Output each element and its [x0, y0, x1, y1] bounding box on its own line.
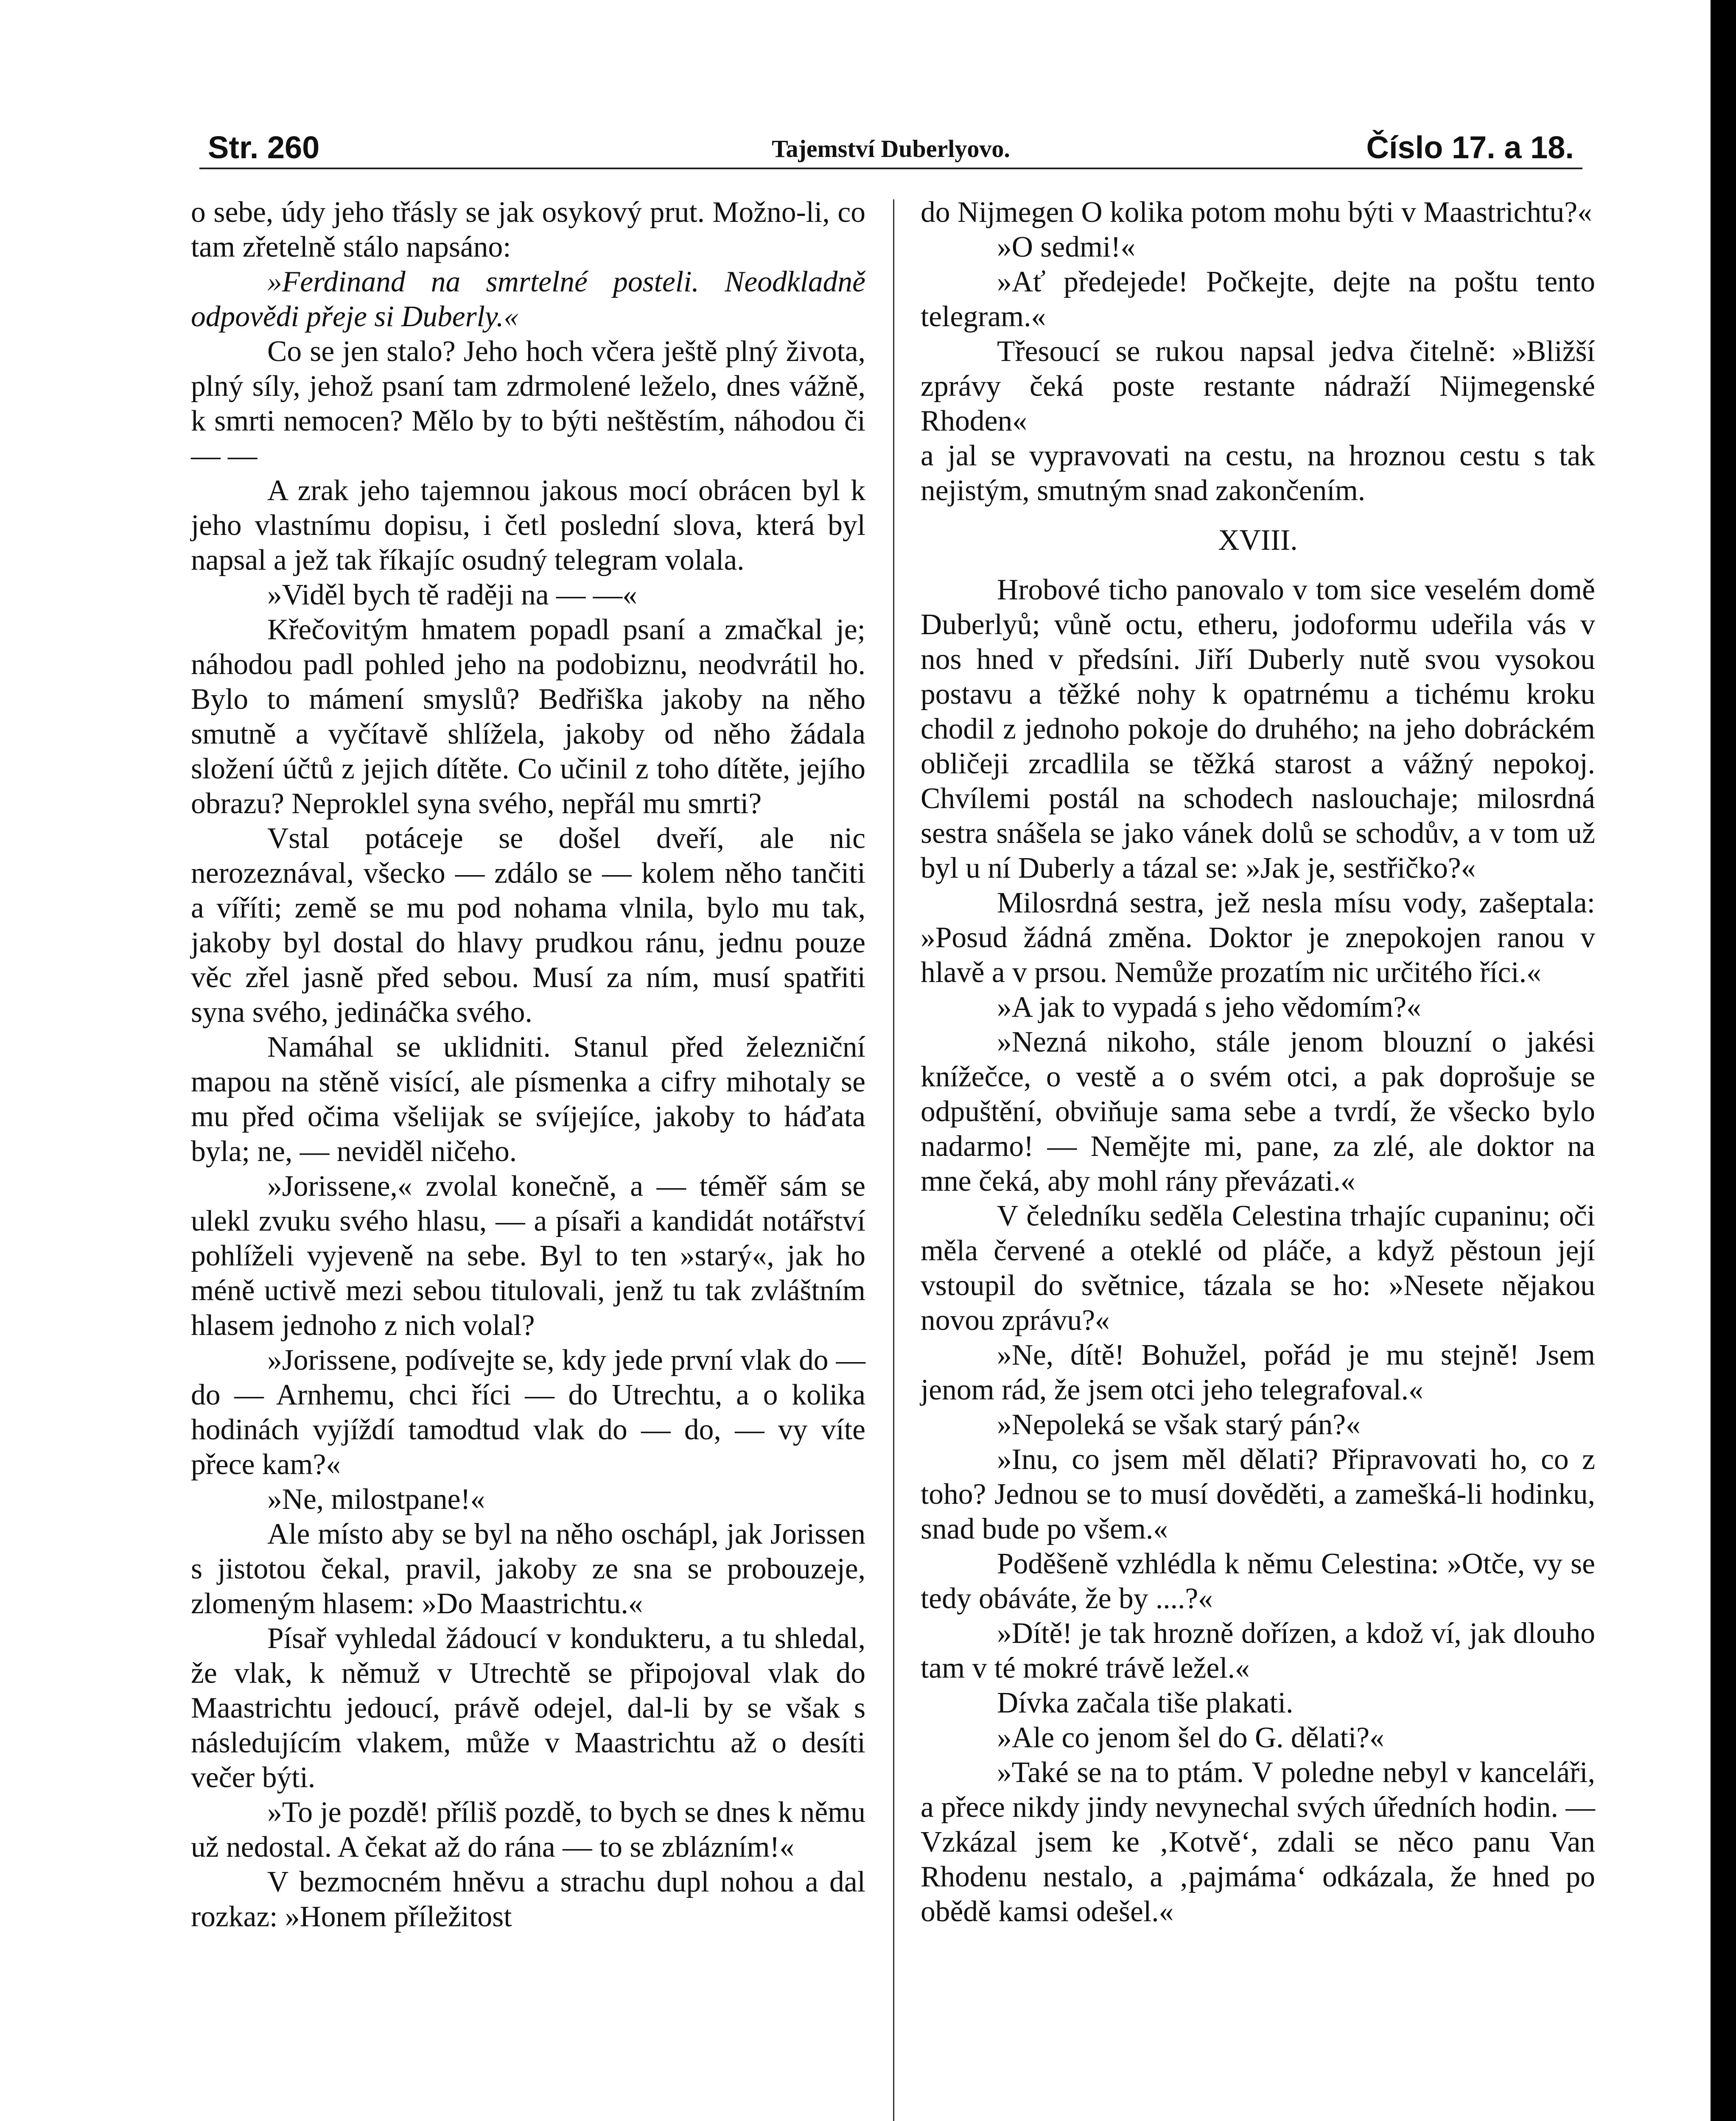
- paragraph: Hrobové ticho panovalo v tom sice veselém domě Duberlyů; vůně octu, etheru, jodoformu udeřila vás v nos hned v předsíni. Jiří Duberly nutě svou vysokou postavu a těžké nohy k opatrnému a tichému kroku chodil z jednoho pokoje do druhého; na jeho dobráckém obličeji zrcadlila se těžká starost a vážný nepokoj. Chvílemi postál na schodech naslouchaje; milosrdná sestra snášela se jako vánek dolů se schodův, a v tom už byl u ní Duberly a tázal se: »Jak je, sestřičko?«: [921, 574, 1595, 884]
- paragraph: Křečovitým hmatem popadl psaní a zmačkal je; náhodou padl pohled jeho na podobiznu, neodvrátil ho. Bylo to mámení smyslů? Bedřiška jakoby na něho smutně a vyčítavě shlížela, jakoby od něho žádala složení účtů z jejich dítěte. Co učinil z toho dítěte, jejího obrazu? Neproklel syna svého, nepřál mu smrti?: [191, 613, 865, 820]
- paragraph: V bezmocném hněvu a strachu dupl nohou a dal rozkaz: »Honem příležitost: [191, 1866, 865, 1933]
- paragraph: »Jorissene, podívejte se, kdy jede první vlak do — do — Arnhemu, chci říci — do Utrechtu, a o kolika hodinách vyjíždí tamodtud vlak do — do, — vy víte přece kam?«: [191, 1344, 865, 1481]
- page-header: [199, 121, 1582, 169]
- paragraph: V čeledníku seděla Celestina trhajíc cupaninu; oči měla červené a oteklé od pláče, a když pěstoun její vstoupil do světnice, tázala se ho: »Nesete nějakou novou zprávu?«: [921, 1200, 1595, 1337]
- paragraph: Poděšeně vzhlédla k němu Celestina: »Otče, vy se tedy obáváte, že by ....?«: [921, 1547, 1595, 1615]
- paragraph: »Ne, milostpane!«: [267, 1483, 485, 1516]
- paragraph: Vstal potáceje se došel dveří, ale nic nerozeznával, všecko — zdálo se — kolem něho tančiti a víříti; země se mu pod nohama vlnila, bylo mu tak, jakoby byl dostal do hlavy prudkou ránu, jednu pouze věc zřel jasně před sebou. Musí za ním, musí spatřiti syna svého, jedináčka svého.: [191, 822, 865, 1029]
- paragraph: Dívka začala tiše plakati.: [997, 1687, 1294, 1719]
- paragraph: A zrak jeho tajemnou jakous mocí obrácen byl k jeho vlastnímu dopisu, i četl poslední slova, která byl napsal a jež tak říkajíc osudný telegram volala.: [191, 474, 865, 576]
- left-column: [191, 195, 865, 1934]
- paragraph: a jal se vypravovati na cestu, na hroznou cestu s tak nejistým, smutným snad zakončením.: [921, 439, 1595, 507]
- page-number: Str. 260: [208, 130, 320, 165]
- issue-number: Číslo 17. a 18.: [1366, 130, 1574, 165]
- paragraph: »Také se na to ptám. V poledne nebyl v kanceláři, a přece nikdy jindy nevynechal svých úředních hodin. — Vzkázal jsem ke ‚Kotvě‘, zdali se něco panu Van Rhodenu nestalo, a ‚pajmáma‘ odkázala, že hned po obědě kamsi odešel.«: [921, 1756, 1595, 1928]
- paragraph: Namáhal se uklidniti. Stanul před železniční mapou na stěně visící, ale písmenka a cifry mihotaly se mu před očima všelijak se svíjejíce, jakoby to háďata byla; ne, — neviděl ničeho.: [191, 1031, 865, 1168]
- paragraph: o sebe, údy jeho třásly se jak osykový prut. Možno-li, co tam zřetelně stálo napsáno:: [191, 196, 865, 263]
- telegram-text: »Ferdinand na smrtelné posteli. Neodkladně odpovědi přeje si Duberly.«: [191, 266, 865, 333]
- paragraph: Ale místo aby se byl na něho oschápl, jak Jorissen s jistotou čekal, pravil, jakoby ze sna se probouzeje, zlomeným hlasem: »Do Maastrichtu.«: [191, 1518, 865, 1620]
- paragraph: »Inu, co jsem měl dělati? Připravovati ho, co z toho? Jednou se to musí dověděti, a zamešká-li hodinku, snad bude po všem.«: [921, 1443, 1595, 1545]
- paragraph: »Ať předejede! Počkejte, dejte na poštu tento telegram.«: [921, 266, 1595, 333]
- chapter-heading: XVIII.: [1218, 524, 1298, 557]
- paragraph: »To je pozdě! příliš pozdě, to bych se dnes k němu už nedostal. A čekat až do rána — to se zblázním!«: [191, 1796, 865, 1864]
- paragraph: »Ne, dítě! Bohužel, pořád je mu stejně! Jsem jenom rád, že jsem otci jeho telegrafoval.«: [921, 1339, 1595, 1406]
- paragraph: do Nijmegen O kolika potom mohu býti v Maastrichtu?«: [921, 196, 1592, 229]
- paragraph: »Ale co jenom šel do G. dělati?«: [997, 1721, 1384, 1754]
- paragraph: »Nezná nikoho, stále jenom blouzní o jakési knížečce, o vestě a o svém otci, a pak doprošuje se odpuštění, obviňuje sama sebe a tvrdí, že všecko bylo nadarmo! — Nemějte mi, pane, za zlé, ale doktor na mne čeká, aby mohl rány převázati.«: [921, 1026, 1595, 1198]
- paragraph: »O sedmi!«: [997, 231, 1136, 263]
- running-title: Tajemství Duberlyovo.: [772, 135, 1010, 162]
- paragraph: Třesoucí se rukou napsal jedva čitelně: »Bližší zprávy čeká poste restante nádraží Nijmegenské Rhoden«: [921, 335, 1595, 437]
- paragraph: Co se jen stalo? Jeho hoch včera ještě plný života, plný síly, jehož psaní tam zdrmolené leželo, dnes vážně, k smrti nemocen? Mělo by to býti neštěstím, náhodou či — —: [191, 335, 865, 472]
- paragraph: Písař vyhledal žádoucí v kondukteru, a tu shledal, že vlak, k němuž v Utrechtě se připojoval vlak do Maastrichtu jedoucí, právě odejel, dal-li by se však s následujícím vlakem, může v Maastrichtu až o desíti večer býti.: [191, 1622, 865, 1794]
- paragraph: »Jorissene,« zvolal konečně, a — téměř sám se ulekl zvuku svého hlasu, — a písaři a kandidát notářství pohlíželi vyjeveně na sebe. Byl to ten »starý«, jak ho méně uctivě mezi sebou titulovali, jenž tu tak zvláštním hlasem jednoho z nich volal?: [191, 1170, 865, 1342]
- paragraph: »A jak to vypadá s jeho vědomím?«: [997, 991, 1421, 1024]
- paragraph: Milosrdná sestra, jež nesla mísu vody, zašeptala: »Posud žádná změna. Doktor je znepokojen ranou v hlavě a v prsou. Nemůže prozatím nic určitého říci.«: [921, 887, 1595, 989]
- column-divider: [893, 199, 894, 2121]
- right-column: [921, 195, 1595, 1929]
- paragraph: »Nepoleká se však starý pán?«: [997, 1408, 1361, 1441]
- paragraph: »Viděl bych tě raději na — —«: [267, 579, 638, 611]
- paragraph: »Dítě! je tak hrozně dořízen, a kdož ví, jak dlouho tam v té mokré trávě ležel.«: [921, 1617, 1595, 1684]
